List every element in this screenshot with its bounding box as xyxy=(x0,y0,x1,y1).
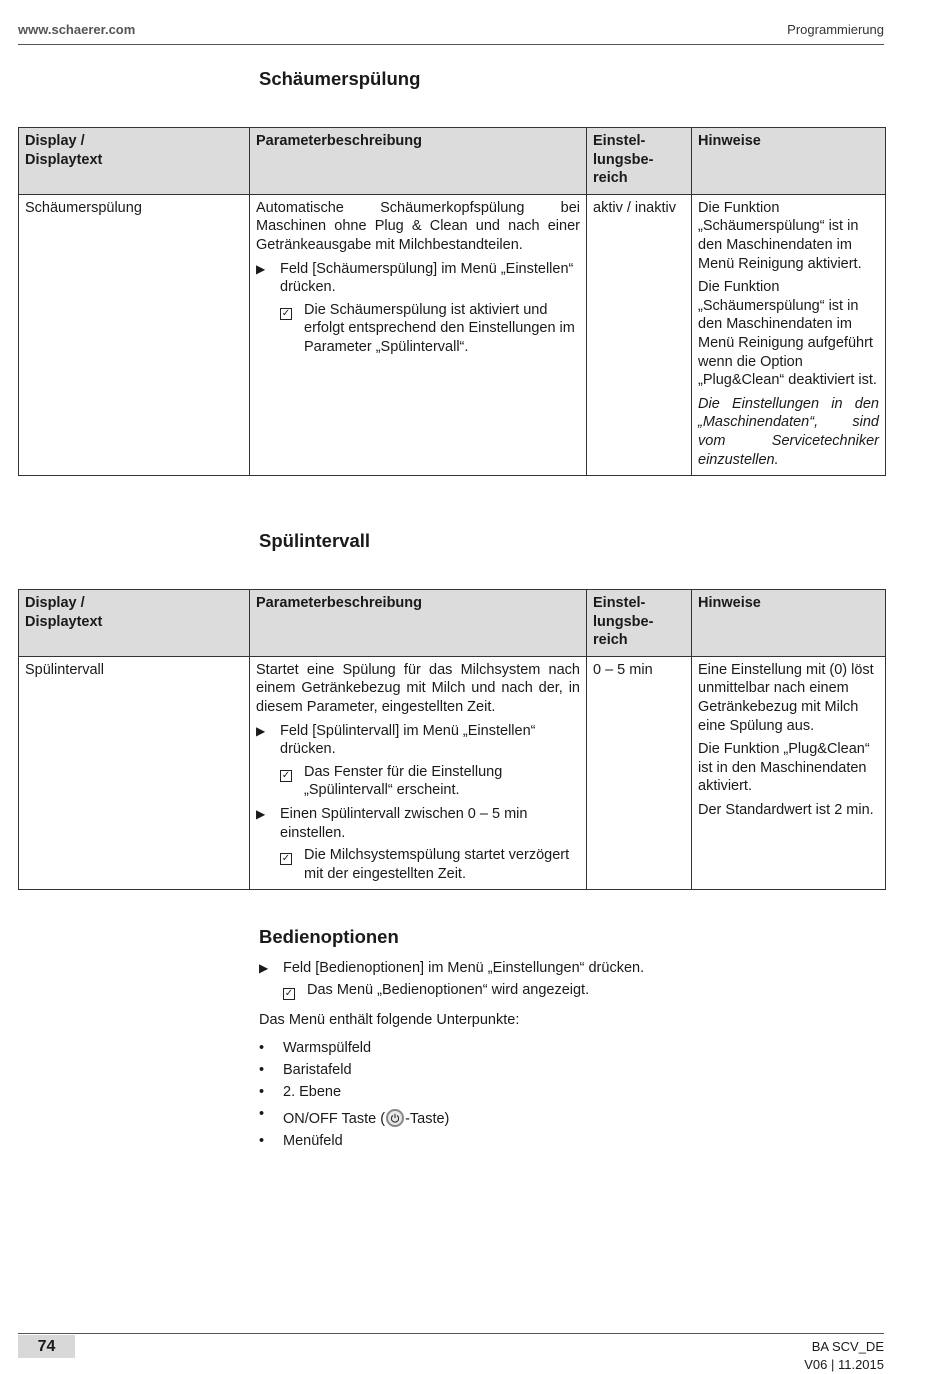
list-item-text: ON/OFF Taste ( xyxy=(283,1110,386,1127)
col-header-display: Display / Displaytext xyxy=(19,128,250,195)
step-text: Feld [Schäumerspülung] im Menü „Einstellen“ drücken. xyxy=(280,260,574,296)
list-item-text: Warmspülfeld xyxy=(283,1039,372,1056)
table-row xyxy=(19,656,886,890)
col-header-range: Einstel- lungsbe- reich xyxy=(587,128,692,195)
header-website: www.schaerer.com xyxy=(18,22,136,37)
col-header-description: Parameterbeschreibung xyxy=(250,128,587,195)
schaeumerspuelung-table xyxy=(18,127,886,476)
col-header-notes: Hinweise xyxy=(692,128,886,195)
header-section-title: Programmierung xyxy=(787,22,884,37)
note-text: Der Standardwert ist 2 min. xyxy=(698,801,874,818)
cell-range: aktiv / inaktiv xyxy=(587,194,692,475)
instruction-step xyxy=(256,260,580,297)
arrow-right-icon: ▶ xyxy=(259,961,269,975)
result-text: Die Schäumerspülung ist aktiviert und erfolgt entsprechend den Einstellungen im Parameter „Spülintervall“. xyxy=(304,301,575,355)
note-text: Die Funktion „Plug&Clean“ ist in den Maschinendaten aktiviert. xyxy=(698,741,870,795)
result-line xyxy=(283,981,879,1000)
cell-notes xyxy=(692,656,886,890)
arrow-right-icon: ▶ xyxy=(256,261,266,276)
page-number: 74 xyxy=(18,1335,75,1358)
instruction-step xyxy=(256,722,580,759)
section-title-bedienoptionen: Bedienoptionen xyxy=(259,926,399,947)
step-text: Feld [Spülintervall] im Menü „Einstellen“ drücken. xyxy=(280,722,536,758)
description-text: Startet eine Spülung für das Milchsystem nach einem Getränkebezug mit Milch und nach der, in diesem Parameter, eingestellten Zeit. xyxy=(256,661,580,715)
list-item: • Warmspülfeld xyxy=(259,1039,372,1056)
list-item: • Baristafeld xyxy=(259,1061,352,1078)
result-line xyxy=(280,763,580,800)
cell-display: Schäumerspülung xyxy=(19,194,250,475)
description-text: Automatische Schäumerkopfspülung bei Maschinen ohne Plug & Clean und nach einer Getränkeausgabe mit Milchbestandteilen. xyxy=(256,199,580,253)
result-text: Die Milchsystemspülung startet verzögert mit der eingestellten Zeit. xyxy=(304,847,570,882)
section-title-schaeumerspuelung: Schäumerspülung xyxy=(259,68,421,89)
cell-description xyxy=(250,656,587,890)
bedienoptionen-content xyxy=(259,959,879,1154)
footer-doc-name: BA SCV_DE xyxy=(811,1339,884,1354)
step-text: Feld [Bedienoptionen] im Menü „Einstellungen“ drücken. xyxy=(283,960,645,976)
table-header-row xyxy=(19,128,886,195)
power-button-icon xyxy=(386,1109,404,1127)
note-text-italic: Die Einstellungen in den „Maschinendaten“, sind vom Servicetechniker einzustellen. xyxy=(698,395,879,468)
checkbox-checked-icon: ✓ xyxy=(284,987,294,999)
note-text: Die Funktion „Schäumerspülung“ ist in den Maschinendaten im Menü Reinigung aktiviert. xyxy=(698,199,862,272)
cell-description xyxy=(250,194,587,475)
cell-range: 0 – 5 min xyxy=(587,656,692,890)
instruction-step xyxy=(256,805,580,842)
intro-text: Das Menü enthält folgende Unterpunkte: xyxy=(259,1012,520,1029)
list-item-text-suffix: -Taste) xyxy=(405,1110,450,1127)
cell-display: Spülintervall xyxy=(19,656,250,890)
list-item: • 2. Ebene xyxy=(259,1083,342,1100)
table-header-row xyxy=(19,590,886,657)
list-item-text: Menüfeld xyxy=(283,1132,343,1149)
result-line xyxy=(280,846,580,883)
list-item: • Menüfeld xyxy=(259,1132,343,1149)
result-text: Das Menü „Bedienoptionen“ wird angezeigt. xyxy=(307,981,590,998)
cell-notes xyxy=(692,194,886,475)
footer-version: V06 | 11.2015 xyxy=(804,1357,884,1372)
checkbox-checked-icon: ✓ xyxy=(281,769,291,781)
list-item-text: Baristafeld xyxy=(283,1061,352,1078)
footer-doc-info xyxy=(804,1338,884,1374)
arrow-right-icon: ▶ xyxy=(256,723,266,738)
table-row xyxy=(19,194,886,475)
page-header xyxy=(18,20,884,45)
checkbox-checked-icon: ✓ xyxy=(281,307,291,319)
list-item-text: 2. Ebene xyxy=(283,1083,342,1100)
submenu-list xyxy=(259,1039,879,1151)
checkbox-checked-icon: ✓ xyxy=(281,853,291,865)
col-header-notes: Hinweise xyxy=(692,590,886,657)
section-title-spuelintervall: Spülintervall xyxy=(259,530,371,551)
spuelintervall-table xyxy=(18,589,886,890)
col-header-description: Parameterbeschreibung xyxy=(250,590,587,657)
col-header-display: Display / Displaytext xyxy=(19,590,250,657)
col-header-range: Einstel- lungsbe- reich xyxy=(587,590,692,657)
instruction-step xyxy=(259,959,879,978)
note-text: Die Funktion „Schäumerspülung“ ist in den Maschinendaten im Menü Reinigung aufgeführt wenn die Option „Plug&Clean“ deaktiviert ist. xyxy=(698,279,877,389)
step-text: Einen Spülintervall zwischen 0 – 5 min einstellen. xyxy=(280,805,528,841)
result-text: Das Fenster für die Einstellung „Spülintervall“ erscheint. xyxy=(304,763,503,799)
page-footer xyxy=(18,1333,884,1374)
note-text: Eine Einstellung mit (0) löst unmittelbar nach einem Getränkebezug mit Milch eine Spülung aus. xyxy=(698,661,874,734)
result-line xyxy=(280,301,580,357)
list-item: • ON/OFF Taste ( -Taste) xyxy=(259,1105,450,1127)
arrow-right-icon: ▶ xyxy=(256,806,266,821)
